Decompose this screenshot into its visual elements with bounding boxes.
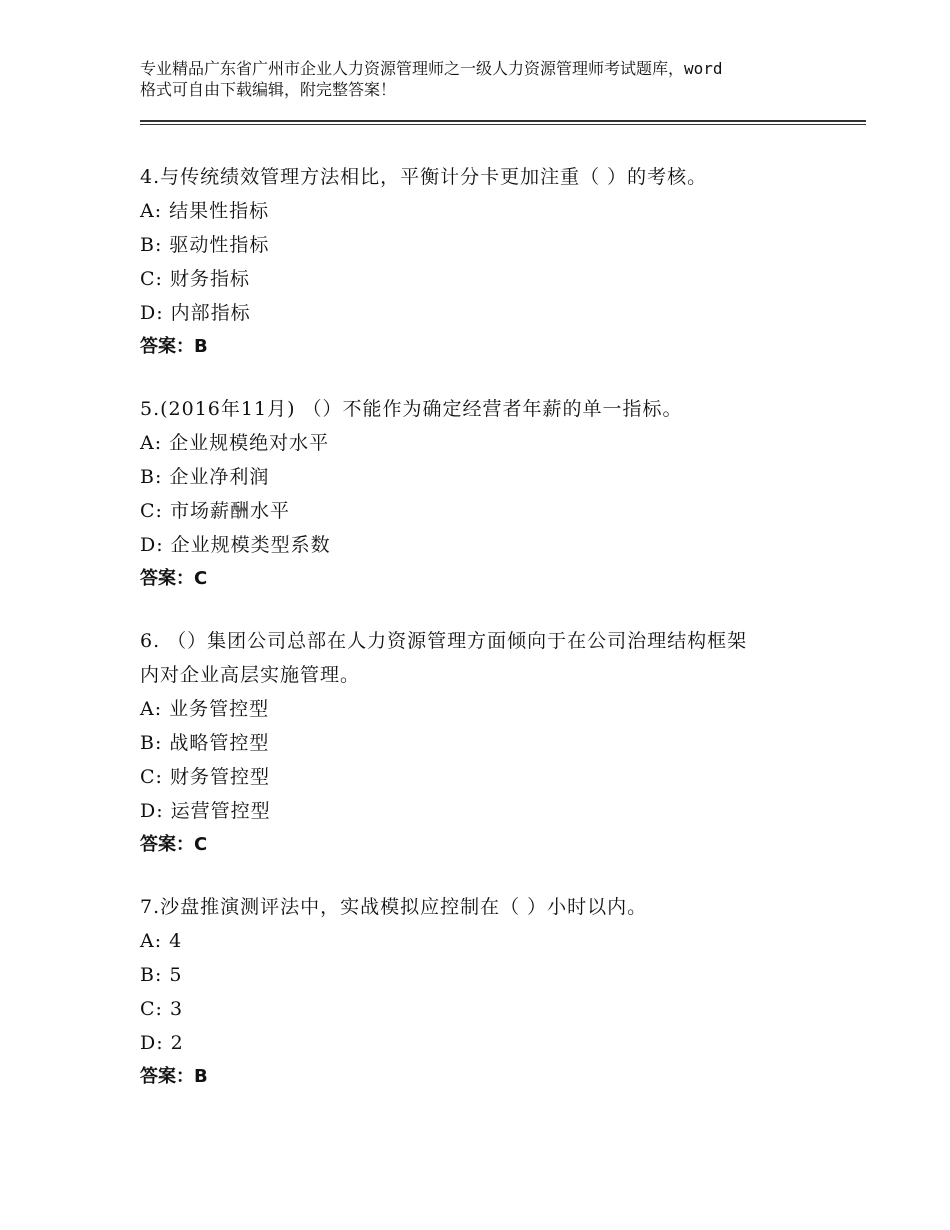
answer: 答案：B xyxy=(140,336,208,357)
question-4 xyxy=(140,160,840,364)
option-d: D: 运营管控型 xyxy=(140,800,271,822)
option-c: C: 财务指标 xyxy=(140,268,250,290)
answer: 答案：B xyxy=(140,1066,208,1087)
document-header xyxy=(140,58,840,100)
question-text: 7.沙盘推演测评法中，实战模拟应控制在（ ）小时以内。 xyxy=(140,896,648,918)
option-d: D: 2 xyxy=(140,1032,184,1054)
header-line-2: 格式可自由下载编辑，附完整答案！ xyxy=(140,80,397,99)
option-b: B: 企业净利润 xyxy=(140,466,270,488)
question-text-line-1: 6. （）集团公司总部在人力资源管理方面倾向于在公司治理结构框架 xyxy=(140,630,748,652)
question-text: 5.(2016年11月) （）不能作为确定经营者年薪的单一指标。 xyxy=(140,398,683,420)
option-c: C: 3 xyxy=(140,998,184,1020)
question-7 xyxy=(140,890,840,1094)
option-d: D: 内部指标 xyxy=(140,302,251,324)
option-a: A: 业务管控型 xyxy=(140,698,270,720)
option-c: C: 市场薪酬水平 xyxy=(140,500,290,522)
option-a: A: 企业规模绝对水平 xyxy=(140,432,330,454)
header-divider-thick xyxy=(140,120,866,122)
header-line-1: 专业精品广东省广州市企业人力资源管理师之一级人力资源管理师考试题库，word xyxy=(140,59,723,78)
question-5 xyxy=(140,392,840,596)
option-c: C: 财务管控型 xyxy=(140,766,270,788)
answer: 答案：C xyxy=(140,568,208,589)
option-b: B: 5 xyxy=(140,964,183,986)
question-text: 4.与传统绩效管理方法相比，平衡计分卡更加注重（ ）的考核。 xyxy=(140,166,708,188)
header-divider-thin xyxy=(140,124,866,125)
option-b: B: 战略管控型 xyxy=(140,732,270,754)
answer: 答案：C xyxy=(140,834,208,855)
question-list xyxy=(140,160,840,1122)
option-a: A: 4 xyxy=(140,930,183,952)
question-6 xyxy=(140,624,840,862)
question-text-line-2: 内对企业高层实施管理。 xyxy=(140,664,361,686)
option-d: D: 企业规模类型系数 xyxy=(140,534,331,556)
option-b: B: 驱动性指标 xyxy=(140,234,270,256)
option-a: A: 结果性指标 xyxy=(140,200,270,222)
